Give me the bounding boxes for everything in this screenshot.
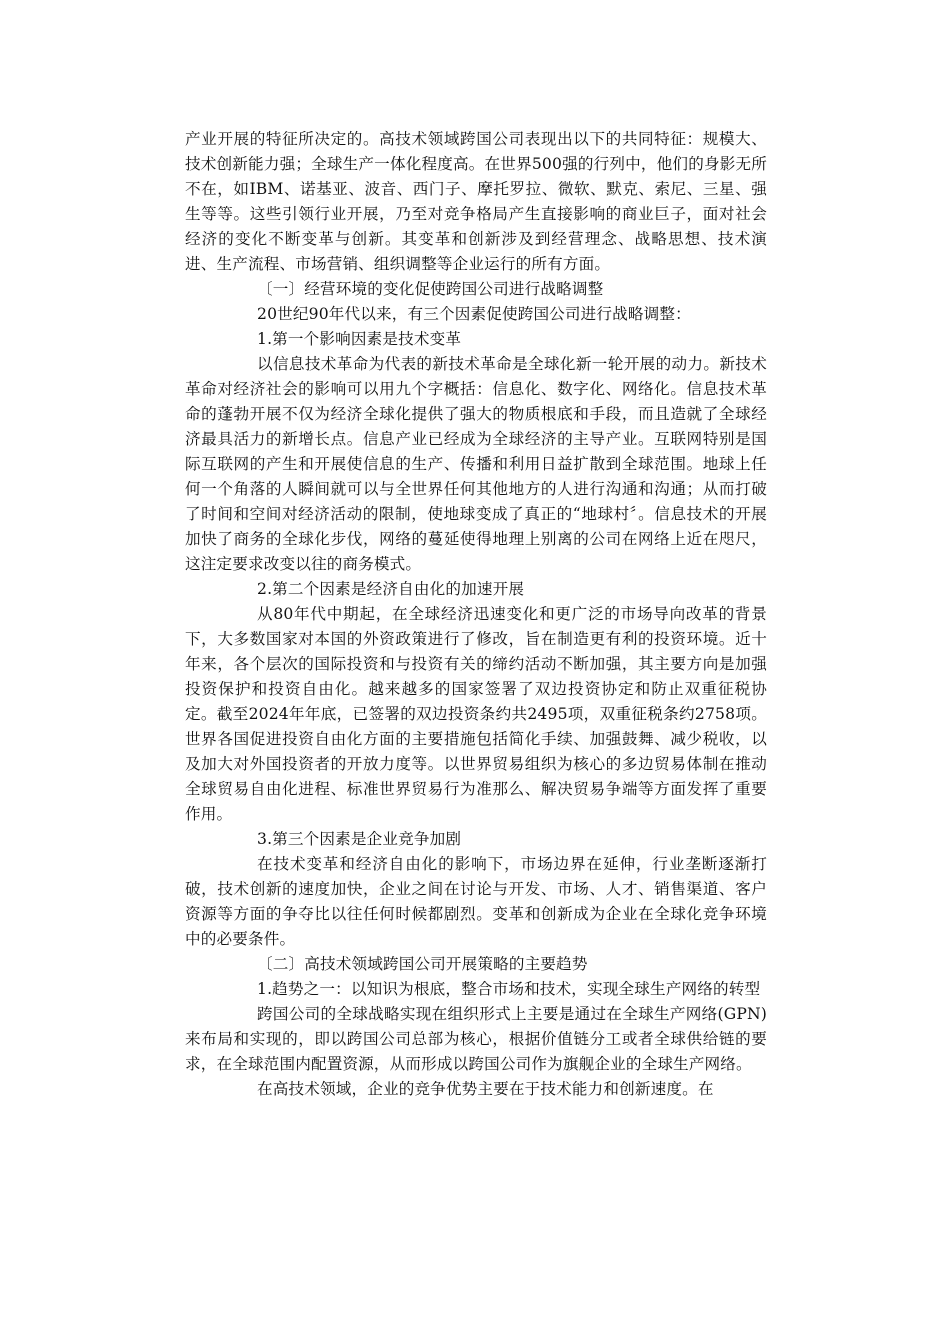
section-heading-2: 〔二〕高技术领域跨国公司开展策略的主要趋势 [257, 955, 588, 973]
paragraph-competition: 在技术变革和经济自由化的影响下，市场边界在延伸，行业垄断逐渐打破，技术创新的速度加快，企业之间在讨论与开发、市场、人才、销售渠道、客户资源等方面的争夺比以往任何时候都剧烈。变革和创新成为企业在全球化竞争环境中的必要条件。 [185, 855, 767, 948]
section-heading-1: 〔一〕经营环境的变化促使跨国公司进行战略调整 [257, 280, 604, 298]
paragraph-high-tech: 在高技术领域，企业的竞争优势主要在于技术能力和创新速度。在 [257, 1080, 714, 1098]
subheading-factor-3: 3.第三个因素是企业竞争加剧 [257, 830, 462, 848]
subheading-factor-1: 1.第一个影响因素是技术变革 [257, 330, 462, 348]
subheading-factor-2: 2.第二个因素是经济自由化的加速开展 [257, 580, 525, 598]
paragraph-intro: 产业开展的特征所决定的。高技术领域跨国公司表现出以下的共同特征：规模大、技术创新能力强；全球生产一体化程度高。在世界500强的行列中，他们的身影无所不在，如IBM、诺基亚、波音、西门子、摩托罗拉、微软、默克、索尼、三星、强生等等。这些引领行业开展，乃至对竞争格局产生直接影响的商业巨子，面对社会经济的变化不断变革与创新。其变革和创新涉及到经营理念、战略思想、技术演进、生产流程、市场营销、组织调整等企业运行的所有方面。 [185, 130, 767, 273]
paragraph-factors-intro: 20世纪90年代以来，有三个因素促使跨国公司进行战略调整： [257, 305, 691, 323]
document-body [185, 127, 767, 1102]
paragraph-liberalization: 从80年代中期起，在全球经济迅速变化和更广泛的市场导向改革的背景下，大多数国家对本国的外资政策进行了修改，旨在制造更有利的投资环境。近十年来，各个层次的国际投资和与投资有关的缔约活动不断加强，其主要方向是加强投资保护和投资自由化。越来越多的国家签署了双边投资协定和防止双重征税协定。截至2024年年底，已签署的双边投资条约共2495项，双重征税条约2758项。世界各国促进投资自由化方面的主要措施包括简化手续、加强鼓舞、减少税收，以及加大对外国投资者的开放力度等。以世界贸易组织为核心的多边贸易体制在推动全球贸易自由化进程、标准世界贸易行为准那么、解决贸易争端等方面发挥了重要作用。 [185, 605, 767, 823]
subheading-trend-1: 1.趋势之一：以知识为根底，整合市场和技术，实现全球生产网络的转型 [257, 980, 761, 998]
paragraph-gpn: 跨国公司的全球战略实现在组织形式上主要是通过在全球生产网络(GPN)来布局和实现的，即以跨国公司总部为核心，根据价值链分工或者全球供给链的要求，在全球范围内配置资源，从而形成以跨国公司作为旗舰企业的全球生产网络。 [185, 1005, 767, 1073]
paragraph-tech-revolution: 以信息技术革命为代表的新技术革命是全球化新一轮开展的动力。新技术革命对经济社会的影响可以用九个字概括：信息化、数字化、网络化。信息技术革命的蓬勃开展不仅为经济全球化提供了强大的物质根底和手段，而且造就了全球经济最具活力的新增长点。信息产业已经成为全球经济的主导产业。互联网特别是国际互联网的产生和开展使信息的生产、传播和利用日益扩散到全球范围。地球上任何一个角落的人瞬间就可以与全世界任何其他地方的人进行沟通和沟通；从而打破了时间和空间对经济活动的限制，使地球变成了真正的“地球村〞。信息技术的开展加快了商务的全球化步伐，网络的蔓延使得地理上别离的公司在网络上近在咫尺，这注定要求改变以往的商务模式。 [185, 355, 767, 573]
